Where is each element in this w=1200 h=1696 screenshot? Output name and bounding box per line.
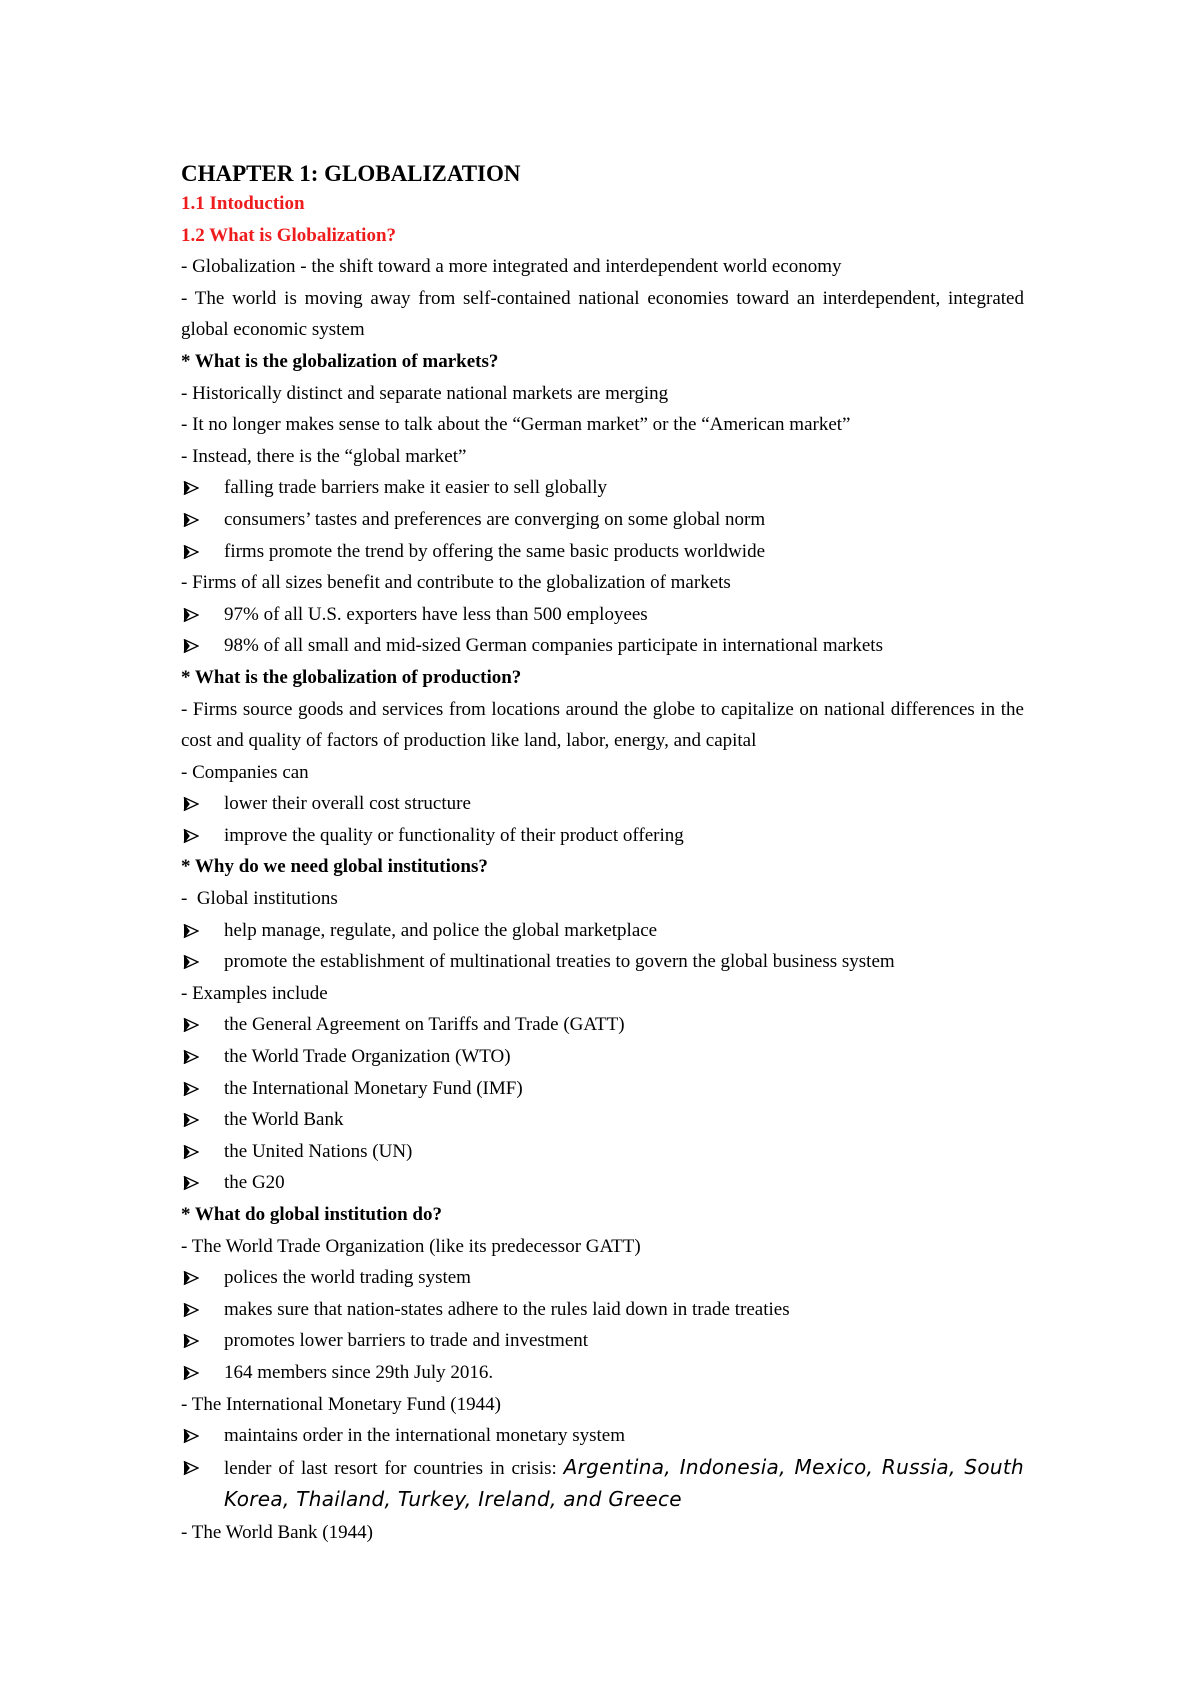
bullet-item: maintains order in the international monetary system [181, 1420, 1024, 1452]
text-line: - Instead, there is the “global market” [181, 445, 467, 467]
text-line: - The World Trade Organization (like its predecessor GATT) [181, 1235, 641, 1257]
bullet-item: firms promote the trend by offering the same basic products worldwide [181, 536, 1024, 568]
arrowhead-bullet-icon [181, 1325, 201, 1357]
subheading-markets: * What is the globalization of markets? [181, 350, 499, 372]
section-heading-what-is-globalization: 1.2 What is Globalization? [181, 224, 397, 246]
bullet-item: makes sure that nation-states adhere to the rules laid down in trade treaties [181, 1294, 1024, 1326]
arrowhead-bullet-icon [181, 1357, 201, 1389]
bullet-item: 164 members since 29th July 2016. [181, 1357, 1024, 1389]
bullet-item: promote the establishment of multinational treaties to govern the global business system [181, 946, 1024, 978]
bullet-item: improve the quality or functionality of their product offering [181, 820, 1024, 852]
subheading-production: * What is the globalization of production? [181, 666, 522, 688]
intro-paragraph: - The world is moving away from self-contained national economies toward an interdependent, integrated global economic system [181, 287, 1024, 341]
arrowhead-bullet-icon [181, 1420, 201, 1452]
arrowhead-bullet-icon [181, 1009, 201, 1041]
arrowhead-bullet-icon [181, 1262, 201, 1294]
bullet-item: polices the world trading system [181, 1262, 1024, 1294]
chapter-title: CHAPTER 1: GLOBALIZATION [181, 161, 521, 186]
bullet-item: 98% of all small and mid-sized German companies participate in international markets [181, 630, 1024, 662]
arrowhead-bullet-icon [181, 820, 201, 852]
bullet-item: consumers’ tastes and preferences are converging on some global norm [181, 504, 1024, 536]
subheading-what-institutions-do: * What do global institution do? [181, 1204, 442, 1225]
bullet-item: lender of last resort for countries in crisis: Argentina, Indonesia, Mexico, Russia, South Korea, Thailand, Turkey, Ireland, and Greece [181, 1452, 1024, 1517]
bullet-item: lower their overall cost structure [181, 788, 1024, 820]
subheading-institutions: * Why do we need global institutions? [181, 856, 488, 878]
bullet-item: the World Bank [181, 1104, 1024, 1136]
text-line: - Global institutions [181, 888, 338, 910]
crisis-countries-list: Argentina, Indonesia, Mexico, Russia, South Korea, Thailand, Turkey, Ireland, and Greece [224, 1454, 1024, 1512]
arrowhead-bullet-icon [181, 504, 201, 536]
text-line: - Historically distinct and separate national markets are merging [181, 382, 669, 404]
intro-line: - Globalization - the shift toward a more integrated and interdependent world economy [181, 256, 842, 278]
arrowhead-bullet-icon [181, 1041, 201, 1073]
arrowhead-bullet-icon [181, 1167, 201, 1199]
bullet-item: help manage, regulate, and police the global marketplace [181, 915, 1024, 947]
text-line: - Firms of all sizes benefit and contribute to the globalization of markets [181, 572, 731, 594]
arrowhead-bullet-icon [181, 472, 201, 504]
bullet-item: 97% of all U.S. exporters have less than 500 employees [181, 599, 1024, 631]
bullet-item: promotes lower barriers to trade and investment [181, 1325, 1024, 1357]
arrowhead-bullet-icon [181, 915, 201, 947]
production-paragraph: - Firms source goods and services from locations around the globe to capitalize on national differences in the cost and quality of factors of production like land, labor, energy, and capital [181, 698, 1024, 752]
arrowhead-bullet-icon [181, 1294, 201, 1326]
text-line: - Examples include [181, 982, 328, 1004]
arrowhead-bullet-icon [181, 599, 201, 631]
arrowhead-bullet-icon [181, 630, 201, 662]
bullet-item: the International Monetary Fund (IMF) [181, 1073, 1024, 1105]
text-line: - It no longer makes sense to talk about the “German market” or the “American market” [181, 414, 851, 436]
arrowhead-bullet-icon [181, 1452, 201, 1484]
bullet-item: the United Nations (UN) [181, 1136, 1024, 1168]
text-line: - The International Monetary Fund (1944) [181, 1393, 501, 1415]
section-heading-intro: 1.1 Intoduction [181, 193, 305, 214]
arrowhead-bullet-icon [181, 1104, 201, 1136]
bullet-item: the General Agreement on Tariffs and Trade (GATT) [181, 1009, 1024, 1041]
arrowhead-bullet-icon [181, 788, 201, 820]
arrowhead-bullet-icon [181, 946, 201, 978]
text-line: - Companies can [181, 761, 309, 783]
text-line: - The World Bank (1944) [181, 1521, 373, 1543]
arrowhead-bullet-icon [181, 1136, 201, 1168]
bullet-item: the G20 [181, 1167, 1024, 1199]
document-page [181, 158, 1024, 1549]
bullet-item: the World Trade Organization (WTO) [181, 1041, 1024, 1073]
bullet-item: falling trade barriers make it easier to sell globally [181, 472, 1024, 504]
arrowhead-bullet-icon [181, 536, 201, 568]
arrowhead-bullet-icon [181, 1073, 201, 1105]
